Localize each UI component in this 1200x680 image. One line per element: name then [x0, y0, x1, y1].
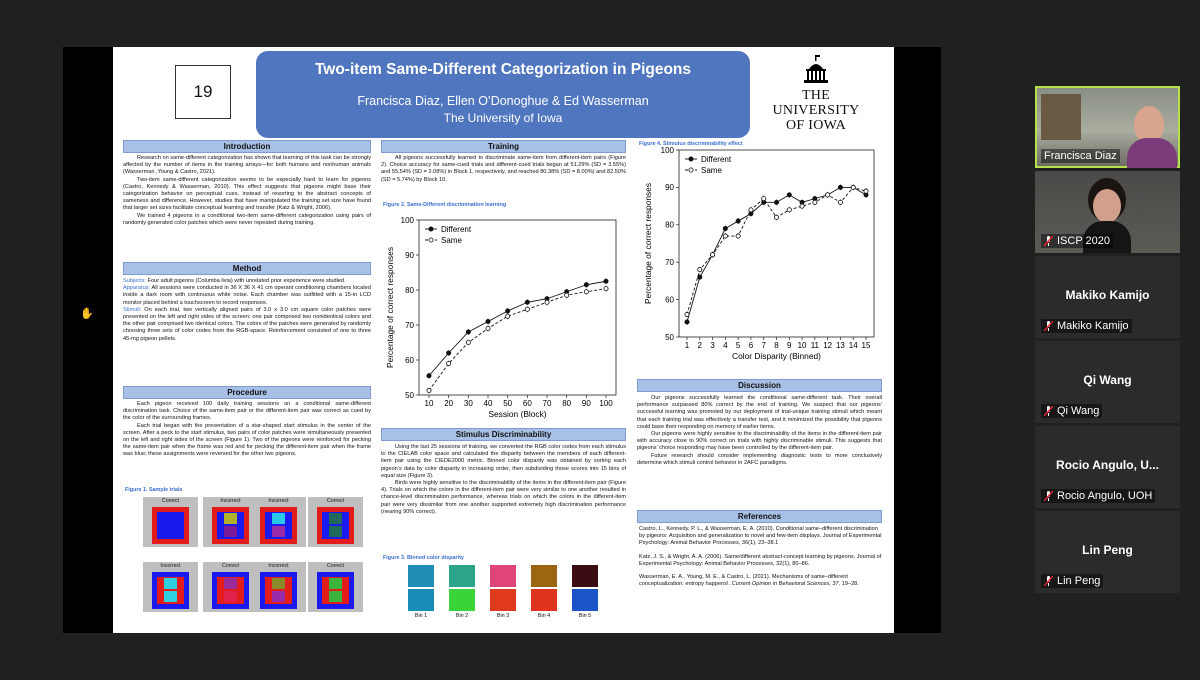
- method-heading: Method: [123, 262, 371, 275]
- x-tick-label: 2: [697, 341, 703, 350]
- color-patch: [164, 591, 177, 602]
- color-patch: [272, 591, 285, 602]
- participant-display-name: Rocio Angulo, U...: [1056, 458, 1159, 472]
- data-point: [565, 293, 569, 297]
- poster: [113, 47, 894, 633]
- y-tick-label: 100: [660, 147, 674, 155]
- data-point: [486, 326, 490, 330]
- color-patch: [329, 513, 342, 524]
- series-line: [429, 281, 606, 376]
- fig2-caption: Figure 2. Same-Different discrimination learning: [383, 202, 507, 208]
- discussion-heading: Discussion: [637, 379, 882, 392]
- bin-label: Bin 3: [496, 613, 510, 619]
- data-point: [749, 208, 753, 212]
- data-point: [466, 330, 470, 334]
- data-point: [486, 319, 490, 323]
- x-tick-label: 10: [424, 399, 434, 408]
- bin-label: Bin 5: [578, 613, 592, 619]
- y-tick-label: 60: [405, 355, 414, 365]
- color-patch: [224, 526, 237, 537]
- procedure-heading: Procedure: [123, 386, 371, 399]
- x-tick-label: 5: [735, 341, 741, 350]
- data-point: [736, 234, 740, 238]
- intro-text: Research on same-different categorization has shown that learning of this task can be strongly affected by the number of items in the training arrays—for both humans and nonhuman animals (Wasserman ,Young & Castro, 2021). Two-item same-different categorization seems to be especially hard to learn for pigeons (Castro, Kennedy & Wasserman, 2010). This effect suggests that pigeons might base their categorization behavior on perceptual cues, instead of resorting to the abstract concepts of sameness and difference. However, studies that have manipulated the training set size have found that larger set sizes facilitate conceptual learning and transfer (Katz & Wright, 2006). We trained 4 pigeons in a conditional two-item same-different categorization using pairs of randomly generated color patches which were never repeated during training.: [123, 155, 371, 226]
- bin-color-top: [572, 565, 598, 587]
- bin-color-bottom: [449, 589, 475, 611]
- data-point: [762, 197, 766, 201]
- y-tick-label: 50: [405, 390, 414, 400]
- participant-name: Makiko Kamijo: [1057, 320, 1129, 332]
- color-patch: [224, 513, 237, 524]
- y-tick-label: 80: [405, 285, 414, 295]
- color-patch: [329, 578, 342, 589]
- data-point: [723, 234, 727, 238]
- x-tick-label: 60: [522, 399, 532, 408]
- references-heading: References: [637, 510, 882, 523]
- data-point: [813, 200, 817, 204]
- sample-trial: [308, 497, 363, 547]
- participant-tile-3[interactable]: [1035, 256, 1180, 338]
- disparity-bin: [531, 565, 557, 619]
- legend-marker: [689, 168, 693, 172]
- x-tick-label: 15: [861, 341, 871, 350]
- trial-label: Incorrect: [160, 563, 181, 569]
- data-point: [838, 185, 842, 189]
- color-patch: [272, 578, 285, 589]
- data-point: [851, 185, 855, 189]
- participant-tile-5[interactable]: [1035, 426, 1180, 508]
- trial-label: Correct: [221, 563, 239, 569]
- data-point: [506, 314, 510, 318]
- participant-tile-6[interactable]: [1035, 511, 1180, 593]
- data-point: [447, 361, 451, 365]
- method-text: Subjects: Four adult pigeons (Columba livia) with unrelated prior experience were studied. Apparatus: All sessions were conducted in 36 X 36 X 41 cm operant conditioning chambers located inside a dark room with continuous white noise. Each chamber was outfitted with a 15-in LCD monitor placed behind a touchscreen to record responses. Stimuli: On each trial, two vertically aligned pairs of 3.0 x 3.0 cm square color patches were presented on the left and right sides of the screen: one pair comprised two nonidentical colors and the other pair comprised two identical colors. The colors of the patches were generated by randomly choosing three sets of color codes from the RGB-space. Reinforcement consisted of one to three 45-mg pigeon pellets.: [123, 278, 371, 342]
- sample-trial: [251, 562, 306, 612]
- x-tick-label: 3: [710, 341, 715, 350]
- data-point: [525, 307, 529, 311]
- trial-frame: [317, 572, 354, 609]
- x-tick-label: 30: [463, 399, 473, 408]
- mic-muted-icon: [1044, 321, 1053, 331]
- poster-number: 19: [175, 65, 231, 119]
- trial-frame: [152, 507, 189, 544]
- data-point: [723, 226, 727, 230]
- trial-frame: [152, 572, 189, 609]
- data-point: [584, 283, 588, 287]
- y-axis-label: Percentage of correct responses: [385, 246, 395, 369]
- color-patch: [272, 526, 285, 537]
- legend-label: Same: [701, 165, 722, 175]
- x-tick-label: 1: [684, 341, 690, 350]
- trial-label: Correct: [161, 498, 179, 504]
- data-point: [826, 193, 830, 197]
- x-axis-label: Color Disparity (Binned): [732, 351, 821, 361]
- data-point: [774, 200, 778, 204]
- legend-label: Different: [441, 224, 472, 234]
- shelf-background: [1041, 94, 1081, 140]
- participant-name: Francisca Diaz: [1044, 150, 1117, 162]
- trial-frame: [317, 507, 354, 544]
- poster-affiliation: The University of Iowa: [443, 111, 563, 125]
- trial-label: Correct: [326, 498, 344, 504]
- disparity-chart: [637, 147, 887, 377]
- color-patch: [164, 513, 177, 524]
- bin-label: Bin 1: [414, 613, 428, 619]
- person-face: [1093, 189, 1121, 223]
- color-patch: [329, 526, 342, 537]
- trial-frame: [260, 507, 297, 544]
- color-patch: [164, 578, 177, 589]
- sample-trial: [251, 497, 306, 547]
- y-tick-label: 60: [665, 295, 674, 305]
- color-patch: [272, 513, 285, 524]
- y-tick-label: 70: [665, 258, 674, 267]
- university-logo: [766, 55, 866, 131]
- y-tick-label: 80: [665, 220, 674, 230]
- data-point: [506, 309, 510, 313]
- x-tick-label: 14: [848, 341, 858, 350]
- logo-line-2: UNIVERSITY: [772, 103, 860, 118]
- y-axis-label: Percentage of correct responses: [643, 182, 653, 305]
- logo-line-1: THE: [801, 88, 831, 103]
- participant-tile-4[interactable]: [1035, 341, 1180, 423]
- x-tick-label: 6: [748, 341, 754, 350]
- data-point: [787, 193, 791, 197]
- x-tick-label: 50: [503, 399, 513, 408]
- participant-name: Rocio Angulo, UOH: [1057, 490, 1153, 502]
- x-tick-label: 80: [562, 399, 572, 408]
- person-body: [1127, 138, 1177, 168]
- stimdisc-heading: Stimulus Discriminability: [381, 428, 626, 441]
- trial-label: Incorrect: [268, 563, 289, 569]
- logo-line-3: OF IOWA: [785, 118, 847, 133]
- bin-color-bottom: [408, 589, 434, 611]
- x-tick-label: 4: [723, 341, 728, 350]
- mic-muted-icon: [1044, 576, 1053, 586]
- data-point: [604, 287, 608, 291]
- plot-frame: [679, 150, 874, 337]
- hand-cursor-icon: ✋: [80, 308, 94, 320]
- participant-name: ISCP 2020: [1057, 235, 1111, 247]
- mic-muted-icon: [1044, 236, 1053, 246]
- fig4-caption: Figure 4. Stimulus discriminability effect: [639, 141, 743, 147]
- sample-trial: [203, 497, 258, 547]
- x-tick-label: 9: [787, 341, 792, 350]
- sample-trial: [143, 497, 198, 547]
- y-tick-label: 90: [405, 250, 414, 260]
- data-point: [698, 268, 702, 272]
- data-point: [838, 200, 842, 204]
- mic-muted-icon: [1044, 491, 1053, 501]
- procedure-text: Each pigeon received 100 daily training sessions on a conditional same-different discrimination task. Choice of the same-item pair or the different-item pair was correct as cued by the color of the surrounding frames. Each trial began with the presentation of a star-shaped start stimulus in the center of the screen. After a peck to the start stimulus, two pairs of color patches were simultaneously presented on the left and right sides of the screen (Figure 1). Two of the pigeons were reinforced for pecking the same-item pair when the frame was red and for pecking the different-item pair when the frame was blue; these assignments were reversed for the other two pigeons.: [123, 401, 371, 458]
- bin-color-top: [449, 565, 475, 587]
- title-banner: [256, 51, 750, 138]
- data-point: [427, 388, 431, 392]
- x-tick-label: 40: [483, 399, 493, 408]
- legend-marker: [689, 157, 693, 161]
- trial-frame: [260, 572, 297, 609]
- x-tick-label: 90: [581, 399, 591, 408]
- color-patch: [329, 591, 342, 602]
- x-tick-label: 8: [774, 341, 779, 350]
- bin-label: Bin 4: [537, 613, 551, 619]
- fig1-caption: Figure 1. Sample trials: [125, 487, 183, 493]
- data-point: [800, 204, 804, 208]
- x-tick-label: 12: [823, 341, 833, 350]
- x-tick-label: 13: [835, 341, 845, 350]
- disparity-bin: [408, 565, 434, 619]
- x-axis-label: Session (Block): [488, 409, 547, 419]
- discussion-text: Our pigeons successfully learned the conditional same-different task. Their overall performance surpassed 80% correct by the end of training. We suspect that our pigeons’ successful learning was promoted by our deployment of trial-unique training stimuli which meant that each training trial was effectively a transfer test, and it minimized the possibility that pigeons could base their responding on memory of earlier items. Our pigeons were highly sensitive to the discriminability of the items in the different-item pair with accuracy close to 90% correct on trials with highly discriminable stimuli. This suggests that pigeons’ choice responding may have been controlled by the different-item pair. Future research should consider implementing diagnostic tests to more conclusively determine which stimuli control behavior in 2AFC paradigms.: [637, 395, 882, 466]
- data-point: [584, 290, 588, 294]
- disparity-bin: [449, 565, 475, 619]
- poster-authors: Francisca Diaz, Ellen O’Donoghue & Ed Wasserman: [357, 94, 649, 108]
- training-heading: Training: [381, 140, 626, 153]
- trial-label: Incorrect: [268, 498, 289, 504]
- data-point: [736, 219, 740, 223]
- data-point: [525, 300, 529, 304]
- series-line: [687, 187, 866, 314]
- color-patch: [224, 591, 237, 602]
- legend-marker: [429, 238, 433, 242]
- series-line: [429, 289, 606, 391]
- x-tick-label: 70: [542, 399, 552, 408]
- capitol-icon: [796, 55, 836, 83]
- data-point: [545, 300, 549, 304]
- y-tick-label: 50: [665, 332, 674, 342]
- sample-trial: [143, 562, 198, 612]
- x-tick-label: 11: [810, 341, 820, 350]
- participant-display-name: Lin Peng: [1082, 543, 1133, 557]
- y-tick-label: 70: [405, 320, 414, 330]
- sample-trial: [203, 562, 258, 612]
- poster-title: Two-item Same-Different Categorization in Pigeons: [314, 61, 692, 78]
- mic-muted-icon: [1044, 406, 1053, 416]
- bin-color-top: [408, 565, 434, 587]
- disparity-bin: [490, 565, 516, 619]
- x-tick-label: 20: [444, 399, 454, 408]
- plot-frame: [419, 220, 616, 395]
- x-tick-label: 7: [761, 341, 766, 350]
- participant-tile-2[interactable]: [1035, 171, 1180, 253]
- y-tick-label: 100: [400, 215, 414, 225]
- legend-label: Same: [441, 235, 462, 245]
- bin-color-top: [531, 565, 557, 587]
- stimdisc-text: Using the last 25 sessions of training, we converted the RGB color codes from each stimulus to the CIELAB color space and calculated the disparity between the members of each different-item pair using the CIEDE2000 metric. Binned color disparity was obtained by sorting each pigeon’s data by color disparity in increasing order, then subdividing those scores into 15 bins of equal size (Figure 3). Birds were highly sensitive to the discriminability of the items in the different-item pair (Figure 4). Trials on which the colors in the different-item pair were very similar to one another resulted in chance-level discrimination performance, whereas trials on which the colors in the different-item pair were very dissimilar from one another supported extremely high discrimination performance (nearing 90% correct).: [381, 444, 626, 515]
- y-tick-label: 90: [665, 183, 674, 193]
- legend-marker: [429, 227, 433, 231]
- x-tick-label: 100: [599, 399, 613, 408]
- bin-label: Bin 2: [455, 613, 469, 619]
- legend-label: Different: [701, 154, 732, 164]
- x-tick-label: 10: [797, 341, 807, 350]
- training-text: All pigeons successfully learned to discriminate same-item from different-item pairs (Figure 2). Choice accuracy for same-cued trials and different-cued trials began at 51.29% (SD = 3.55%) and 55.54% (SD = 2.08%) in Block 1, respectively, and reached 80.38% (SD = 8.00%) and 82.50% (SD = 5.74%) by Block 10.: [381, 155, 626, 183]
- bin-color-top: [490, 565, 516, 587]
- intro-heading: Introduction: [123, 140, 371, 153]
- trial-frame: [212, 572, 249, 609]
- data-point: [604, 279, 608, 283]
- data-point: [447, 351, 451, 355]
- learning-chart: [381, 210, 626, 428]
- color-patch: [164, 526, 177, 537]
- data-point: [466, 340, 470, 344]
- bin-color-bottom: [490, 589, 516, 611]
- data-point: [685, 320, 689, 324]
- participant-name: Qi Wang: [1057, 405, 1100, 417]
- trial-label: Correct: [326, 563, 344, 569]
- participant-name: Lin Peng: [1057, 575, 1101, 587]
- data-point: [427, 374, 431, 378]
- fig3-caption: Figure 3. Binned color disparity: [383, 555, 464, 561]
- participant-tile-1[interactable]: [1035, 86, 1180, 168]
- trial-label: Incorrect: [220, 498, 241, 504]
- references-text: Castro, L., Kennedy, P. L., & Wasserman, E. A. (2010). Conditional same–different discrimination by pigeons: Acquisition and generalization to novel and few-item displays. Journal of Experimental Psychology: Animal Behavior Processes, 36(1), 23–38.1 Katz, J. S., & Wright, A. A. (2006). Same/different abstract-concept learning by pigeons. Journal of Experimental Psychology: Animal Behavior Processes, 32(1), 80–86. Wasserman, E. A., Young, M. E., & Castro, L. (2021). Mechanisms of same–different conceptualization: entropy happens!. Current Opinion in Behavioral Sciences, 37, 19–28.: [639, 526, 882, 588]
- participant-display-name: Makiko Kamijo: [1065, 288, 1150, 302]
- participant-display-name: Qi Wang: [1083, 373, 1132, 387]
- color-patch: [224, 578, 237, 589]
- data-point: [864, 189, 868, 193]
- bin-color-bottom: [531, 589, 557, 611]
- sample-trial: [308, 562, 363, 612]
- trial-frame: [212, 507, 249, 544]
- data-point: [710, 253, 714, 257]
- data-point: [774, 215, 778, 219]
- disparity-bin: [572, 565, 598, 619]
- bin-color-bottom: [572, 589, 598, 611]
- data-point: [685, 312, 689, 316]
- data-point: [787, 208, 791, 212]
